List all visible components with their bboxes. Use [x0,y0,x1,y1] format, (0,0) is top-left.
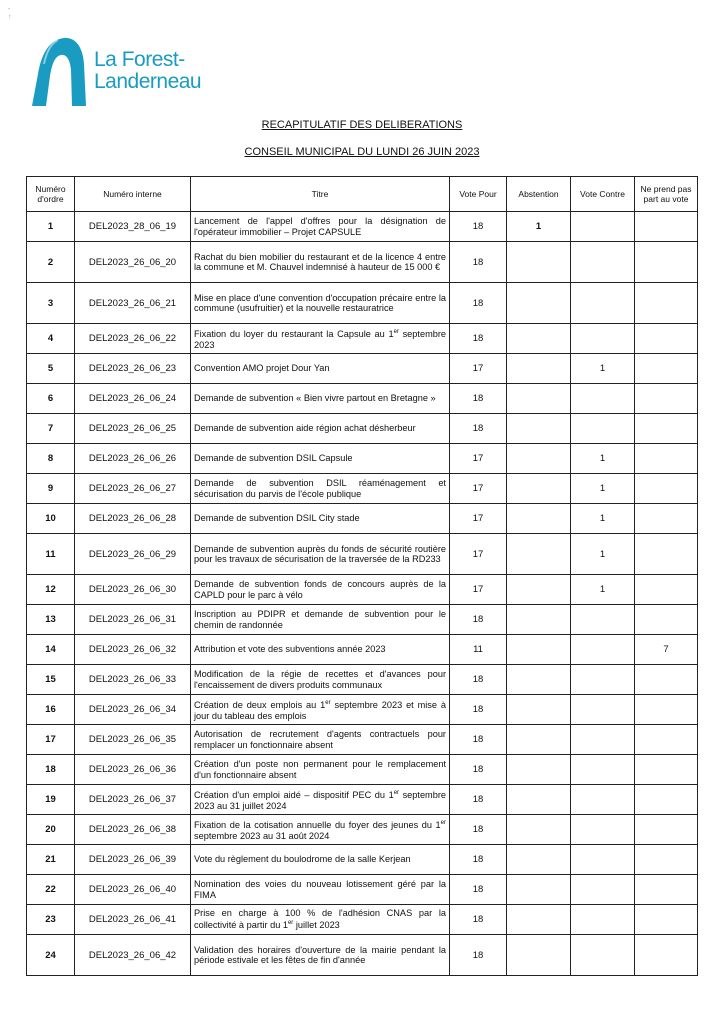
logo-wordmark [94,49,201,93]
cell-abstention: 1 [507,212,571,242]
cell-titre: Validation des horaires d'ouverture de la mairie pendant la période estivale et les fêtes de fin d'année [191,935,450,976]
cell-numero-interne: DEL2023_26_06_32 [75,635,191,665]
cell-ne-prend-pas-part [635,785,698,815]
header-ne-prend-pas-part: Ne prend pas part au vote [635,177,698,212]
logo-line-1: La Forest- [94,48,185,71]
cell-vote-contre [571,635,635,665]
cell-numero-interne: DEL2023_26_06_37 [75,785,191,815]
cell-abstention [507,384,571,414]
cell-abstention [507,444,571,474]
cell-ne-prend-pas-part [635,324,698,354]
cell-ne-prend-pas-part [635,212,698,242]
cell-ne-prend-pas-part [635,444,698,474]
cell-vote-contre [571,725,635,755]
cell-numero-interne: DEL2023_26_06_34 [75,695,191,725]
cell-vote-pour: 18 [450,725,507,755]
cell-abstention [507,242,571,283]
cell-numero-interne: DEL2023_26_06_25 [75,414,191,444]
cell-titre: Fixation du loyer du restaurant la Capsule au 1er septembre 2023 [191,324,450,354]
cell-vote-contre [571,845,635,875]
cell-numero-ordre: 6 [27,384,75,414]
cell-numero-ordre: 12 [27,575,75,605]
table-row [27,635,698,665]
cell-ne-prend-pas-part [635,283,698,324]
cell-abstention [507,665,571,695]
cell-numero-ordre: 9 [27,474,75,504]
cell-abstention [507,935,571,976]
cell-titre: Rachat du bien mobilier du restaurant et de la licence 4 entre la commune et M. Chauvel indemnisé à hauteur de 15 000 € [191,242,450,283]
cell-numero-ordre: 19 [27,785,75,815]
cell-vote-pour: 18 [450,905,507,935]
cell-vote-pour: 18 [450,785,507,815]
municipality-logo [28,34,208,114]
cell-titre: Lancement de l'appel d'offres pour la désignation de l'opérateur immobilier – Projet CAPSULE [191,212,450,242]
cell-abstention [507,504,571,534]
cell-numero-interne: DEL2023_26_06_24 [75,384,191,414]
cell-numero-interne: DEL2023_26_06_22 [75,324,191,354]
cell-ne-prend-pas-part [635,665,698,695]
cell-ne-prend-pas-part [635,474,698,504]
cell-vote-pour: 17 [450,575,507,605]
cell-ne-prend-pas-part [635,354,698,384]
table-header-row [27,177,698,212]
cell-vote-pour: 17 [450,534,507,575]
cell-numero-ordre: 2 [27,242,75,283]
cell-numero-ordre: 24 [27,935,75,976]
cell-numero-ordre: 20 [27,815,75,845]
cell-abstention [507,755,571,785]
cell-vote-pour: 17 [450,474,507,504]
table-row [27,354,698,384]
cell-vote-contre [571,384,635,414]
cell-numero-interne: DEL2023_26_06_31 [75,605,191,635]
cell-titre: Modification de la régie de recettes et d'avances pour l'encaissement de divers produits communaux [191,665,450,695]
cell-abstention [507,354,571,384]
cell-vote-contre [571,242,635,283]
deliberations-table [26,176,698,976]
logo-line-2: Landerneau [94,70,202,93]
cell-numero-interne: DEL2023_26_06_29 [75,534,191,575]
cell-titre: Nomination des voies du nouveau lotissement géré par la FIMA [191,875,450,905]
cell-titre: Demande de subvention fonds de concours auprès de la CAPLD pour le parc à vélo [191,575,450,605]
table-row [27,905,698,935]
cell-abstention [507,575,571,605]
cell-ne-prend-pas-part [635,605,698,635]
table-row [27,504,698,534]
cell-titre: Prise en charge à 100 % de l'adhésion CNAS par la collectivité à partir du 1er juillet 2023 [191,905,450,935]
header-titre: Titre [191,177,450,212]
cell-ne-prend-pas-part [635,815,698,845]
cell-abstention [507,635,571,665]
table-row [27,665,698,695]
table-row [27,695,698,725]
cell-vote-contre: 1 [571,444,635,474]
table-row [27,384,698,414]
header-vote-contre: Vote Contre [571,177,635,212]
cell-titre: Demande de subvention « Bien vivre partout en Bretagne » [191,384,450,414]
cell-numero-interne: DEL2023_26_06_39 [75,845,191,875]
cell-vote-contre [571,755,635,785]
cell-numero-interne: DEL2023_26_06_40 [75,875,191,905]
cell-titre: Demande de subvention DSIL Capsule [191,444,450,474]
cell-titre: Demande de subvention aide région achat désherbeur [191,414,450,444]
cell-numero-interne: DEL2023_26_06_33 [75,665,191,695]
table-row [27,575,698,605]
cell-abstention [507,324,571,354]
cell-vote-contre [571,875,635,905]
table-row [27,242,698,283]
cell-numero-ordre: 17 [27,725,75,755]
table-row [27,875,698,905]
cell-abstention [507,283,571,324]
cell-numero-ordre: 23 [27,905,75,935]
cell-numero-ordre: 22 [27,875,75,905]
cell-vote-contre [571,905,635,935]
cell-vote-contre [571,935,635,976]
table-row [27,474,698,504]
cell-titre: Inscription au PDIPR et demande de subvention pour le chemin de randonnée [191,605,450,635]
cell-numero-interne: DEL2023_26_06_42 [75,935,191,976]
cell-numero-interne: DEL2023_26_06_28 [75,504,191,534]
cell-ne-prend-pas-part [635,755,698,785]
cell-numero-interne: DEL2023_28_06_19 [75,212,191,242]
header-abstention: Abstention [507,177,571,212]
cell-ne-prend-pas-part [635,504,698,534]
cell-abstention [507,785,571,815]
cell-vote-contre [571,283,635,324]
cell-titre: Création d'un poste non permanent pour le remplacement d'un fonctionnaire absent [191,755,450,785]
cell-abstention [507,534,571,575]
cell-vote-contre: 1 [571,474,635,504]
cell-numero-ordre: 5 [27,354,75,384]
cell-ne-prend-pas-part: 7 [635,635,698,665]
cell-vote-contre [571,665,635,695]
cell-titre: Demande de subvention DSIL City stade [191,504,450,534]
cell-numero-ordre: 4 [27,324,75,354]
cell-abstention [507,725,571,755]
cell-numero-interne: DEL2023_26_06_38 [75,815,191,845]
cell-ne-prend-pas-part [635,845,698,875]
cell-titre: Vote du règlement du boulodrome de la salle Kerjean [191,845,450,875]
cell-abstention [507,414,571,444]
cell-numero-interne: DEL2023_26_06_41 [75,905,191,935]
cell-ne-prend-pas-part [635,384,698,414]
table-row [27,414,698,444]
cell-abstention [507,815,571,845]
cell-abstention [507,875,571,905]
cell-abstention [507,845,571,875]
cell-ne-prend-pas-part [635,935,698,976]
document-title: RECAPITULATIF DES DELIBERATIONS [261,119,463,131]
cell-titre: Convention AMO projet Dour Yan [191,354,450,384]
table-row [27,755,698,785]
cell-vote-pour: 18 [450,212,507,242]
cell-abstention [507,605,571,635]
cell-ne-prend-pas-part [635,414,698,444]
cell-numero-interne: DEL2023_26_06_35 [75,725,191,755]
cell-titre: Autorisation de recrutement d'agents contractuels pour remplacer un fonctionnaire absent [191,725,450,755]
cell-numero-interne: DEL2023_26_06_21 [75,283,191,324]
cell-numero-ordre: 16 [27,695,75,725]
header-numero-interne: Numéro interne [75,177,191,212]
cell-abstention [507,695,571,725]
cell-vote-contre: 1 [571,575,635,605]
cell-vote-contre [571,212,635,242]
table-row [27,324,698,354]
cell-vote-contre [571,785,635,815]
cell-abstention [507,474,571,504]
cell-vote-pour: 17 [450,504,507,534]
cell-ne-prend-pas-part [635,575,698,605]
cell-numero-ordre: 18 [27,755,75,785]
cell-numero-interne: DEL2023_26_06_30 [75,575,191,605]
table-row [27,845,698,875]
cell-titre: Demande de subvention auprès du fonds de sécurité routière pour les travaux de sécurisation de la traversée de la RD233 [191,534,450,575]
cell-titre: Fixation de la cotisation annuelle du foyer des jeunes du 1er septembre 2023 au 31 août 2024 [191,815,450,845]
table-row [27,212,698,242]
cell-numero-ordre: 14 [27,635,75,665]
cell-vote-pour: 18 [450,605,507,635]
cell-numero-ordre: 13 [27,605,75,635]
scan-corner-mark: - ↑ [8,6,12,21]
cell-numero-ordre: 11 [27,534,75,575]
table-row [27,815,698,845]
cell-numero-ordre: 7 [27,414,75,444]
cell-titre: Création d'un emploi aidé – dispositif PEC du 1er septembre 2023 au 31 juillet 2024 [191,785,450,815]
cell-numero-interne: DEL2023_26_06_36 [75,755,191,785]
cell-vote-pour: 18 [450,935,507,976]
cell-titre: Demande de subvention DSIL réaménagement et sécurisation du parvis de l'école publique [191,474,450,504]
cell-numero-interne: DEL2023_26_06_20 [75,242,191,283]
table-row [27,534,698,575]
cell-vote-contre [571,695,635,725]
cell-vote-pour: 18 [450,283,507,324]
cell-numero-ordre: 10 [27,504,75,534]
cell-vote-contre: 1 [571,534,635,575]
cell-vote-pour: 17 [450,354,507,384]
cell-vote-contre [571,324,635,354]
arch-logo-icon [28,34,90,108]
cell-vote-contre: 1 [571,354,635,384]
document-subtitle: CONSEIL MUNICIPAL DU LUNDI 26 JUIN 2023 [244,146,480,158]
cell-vote-pour: 18 [450,414,507,444]
cell-ne-prend-pas-part [635,875,698,905]
cell-vote-pour: 18 [450,324,507,354]
cell-vote-pour: 18 [450,755,507,785]
cell-numero-ordre: 3 [27,283,75,324]
cell-titre: Attribution et vote des subventions année 2023 [191,635,450,665]
cell-vote-pour: 18 [450,384,507,414]
cell-titre: Mise en place d'une convention d'occupation précaire entre la commune (usufruitier) et la nouvelle restauratrice [191,283,450,324]
cell-ne-prend-pas-part [635,242,698,283]
header-vote-pour: Vote Pour [450,177,507,212]
table-row [27,283,698,324]
cell-vote-contre [571,815,635,845]
cell-ne-prend-pas-part [635,534,698,575]
cell-vote-pour: 17 [450,444,507,474]
cell-ne-prend-pas-part [635,905,698,935]
cell-vote-contre [571,414,635,444]
table-row [27,785,698,815]
cell-vote-pour: 18 [450,242,507,283]
cell-vote-pour: 18 [450,665,507,695]
cell-vote-pour: 11 [450,635,507,665]
cell-numero-interne: DEL2023_26_06_26 [75,444,191,474]
table-row [27,444,698,474]
cell-numero-ordre: 21 [27,845,75,875]
cell-numero-interne: DEL2023_26_06_27 [75,474,191,504]
cell-numero-ordre: 8 [27,444,75,474]
cell-vote-contre: 1 [571,504,635,534]
cell-vote-contre [571,605,635,635]
cell-vote-pour: 18 [450,695,507,725]
cell-ne-prend-pas-part [635,695,698,725]
table-row [27,605,698,635]
cell-numero-ordre: 15 [27,665,75,695]
table-row [27,935,698,976]
header-numero-ordre: Numéro d'ordre [27,177,75,212]
cell-numero-interne: DEL2023_26_06_23 [75,354,191,384]
cell-ne-prend-pas-part [635,725,698,755]
cell-titre: Création de deux emplois au 1er septembre 2023 et mise à jour du tableau des emplois [191,695,450,725]
cell-vote-pour: 18 [450,815,507,845]
cell-numero-ordre: 1 [27,212,75,242]
table-row [27,725,698,755]
cell-vote-pour: 18 [450,875,507,905]
cell-vote-pour: 18 [450,845,507,875]
cell-abstention [507,905,571,935]
